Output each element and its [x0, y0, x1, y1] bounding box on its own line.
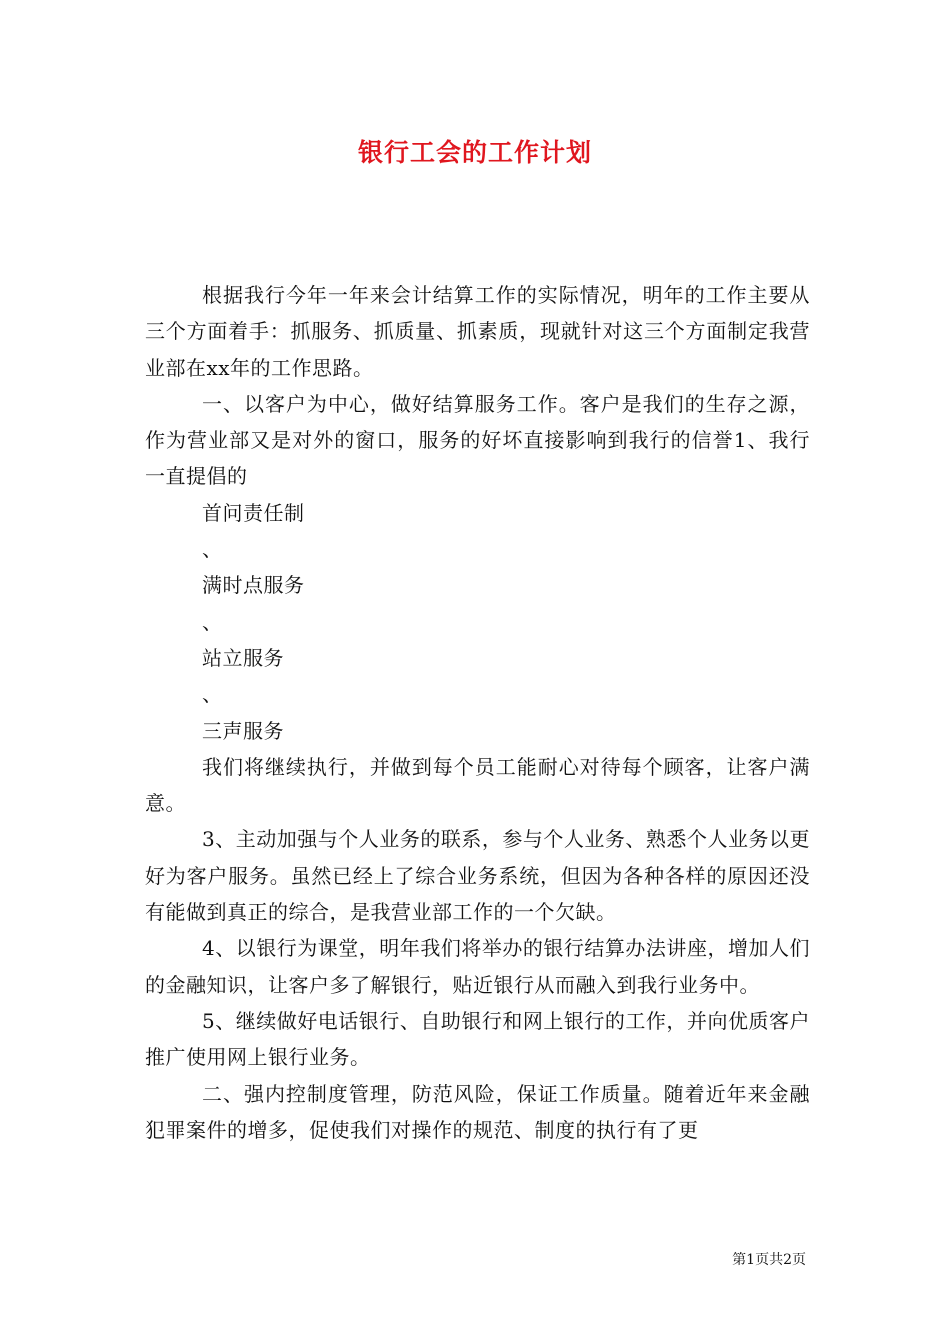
list-line: 、 — [202, 609, 223, 634]
list-line: 满时点服务 — [202, 573, 305, 598]
document-body — [145, 277, 810, 1148]
paragraph: 我们将继续执行，并做到每个员工能耐心对待每个顾客，让客户满意。 — [145, 754, 810, 816]
list-line: 、 — [202, 682, 223, 707]
document-title: 银行工会的工作计划 — [357, 138, 592, 167]
paragraph: 二、强内控制度管理，防范风险，保证工作质量。随着近年来金融犯罪案件的增多，促使我们对操作的规范、制度的执行有了更 — [145, 1081, 810, 1142]
list-line: 首问责任制 — [202, 500, 305, 525]
list-line: 站立服务 — [202, 645, 284, 670]
paragraph: 一、以客户为中心，做好结算服务工作。客户是我们的生存之源，作为营业部又是对外的窗口，服务的好坏直接影响到我行的信誉1、我行一直提倡的 — [145, 391, 810, 489]
list-line: 、 — [202, 537, 223, 562]
page-number-footer: 第1页共2页 — [732, 1252, 806, 1268]
paragraph: 根据我行今年一年来会计结算工作的实际情况，明年的工作主要从三个方面着手：抓服务、抓质量、抓素质，现就针对这三个方面制定我营业部在xx年的工作思路。 — [145, 283, 810, 380]
paragraph: 3、主动加强与个人业务的联系，参与个人业务、熟悉个人业务以更好为客户服务。虽然已经上了综合业务系统，但因为各种各样的原因还没有能做到真正的综合，是我营业部工作的一个欠缺。 — [145, 827, 810, 925]
list-line: 三声服务 — [202, 718, 284, 743]
paragraph: 5、继续做好电话银行、自助银行和网上银行的工作，并向优质客户推广使用网上银行业务。 — [145, 1008, 810, 1070]
paragraph: 4、以银行为课堂，明年我们将举办的银行结算办法讲座，增加人们的金融知识，让客户多了解银行，贴近银行从而融入到我行业务中。 — [145, 936, 810, 997]
